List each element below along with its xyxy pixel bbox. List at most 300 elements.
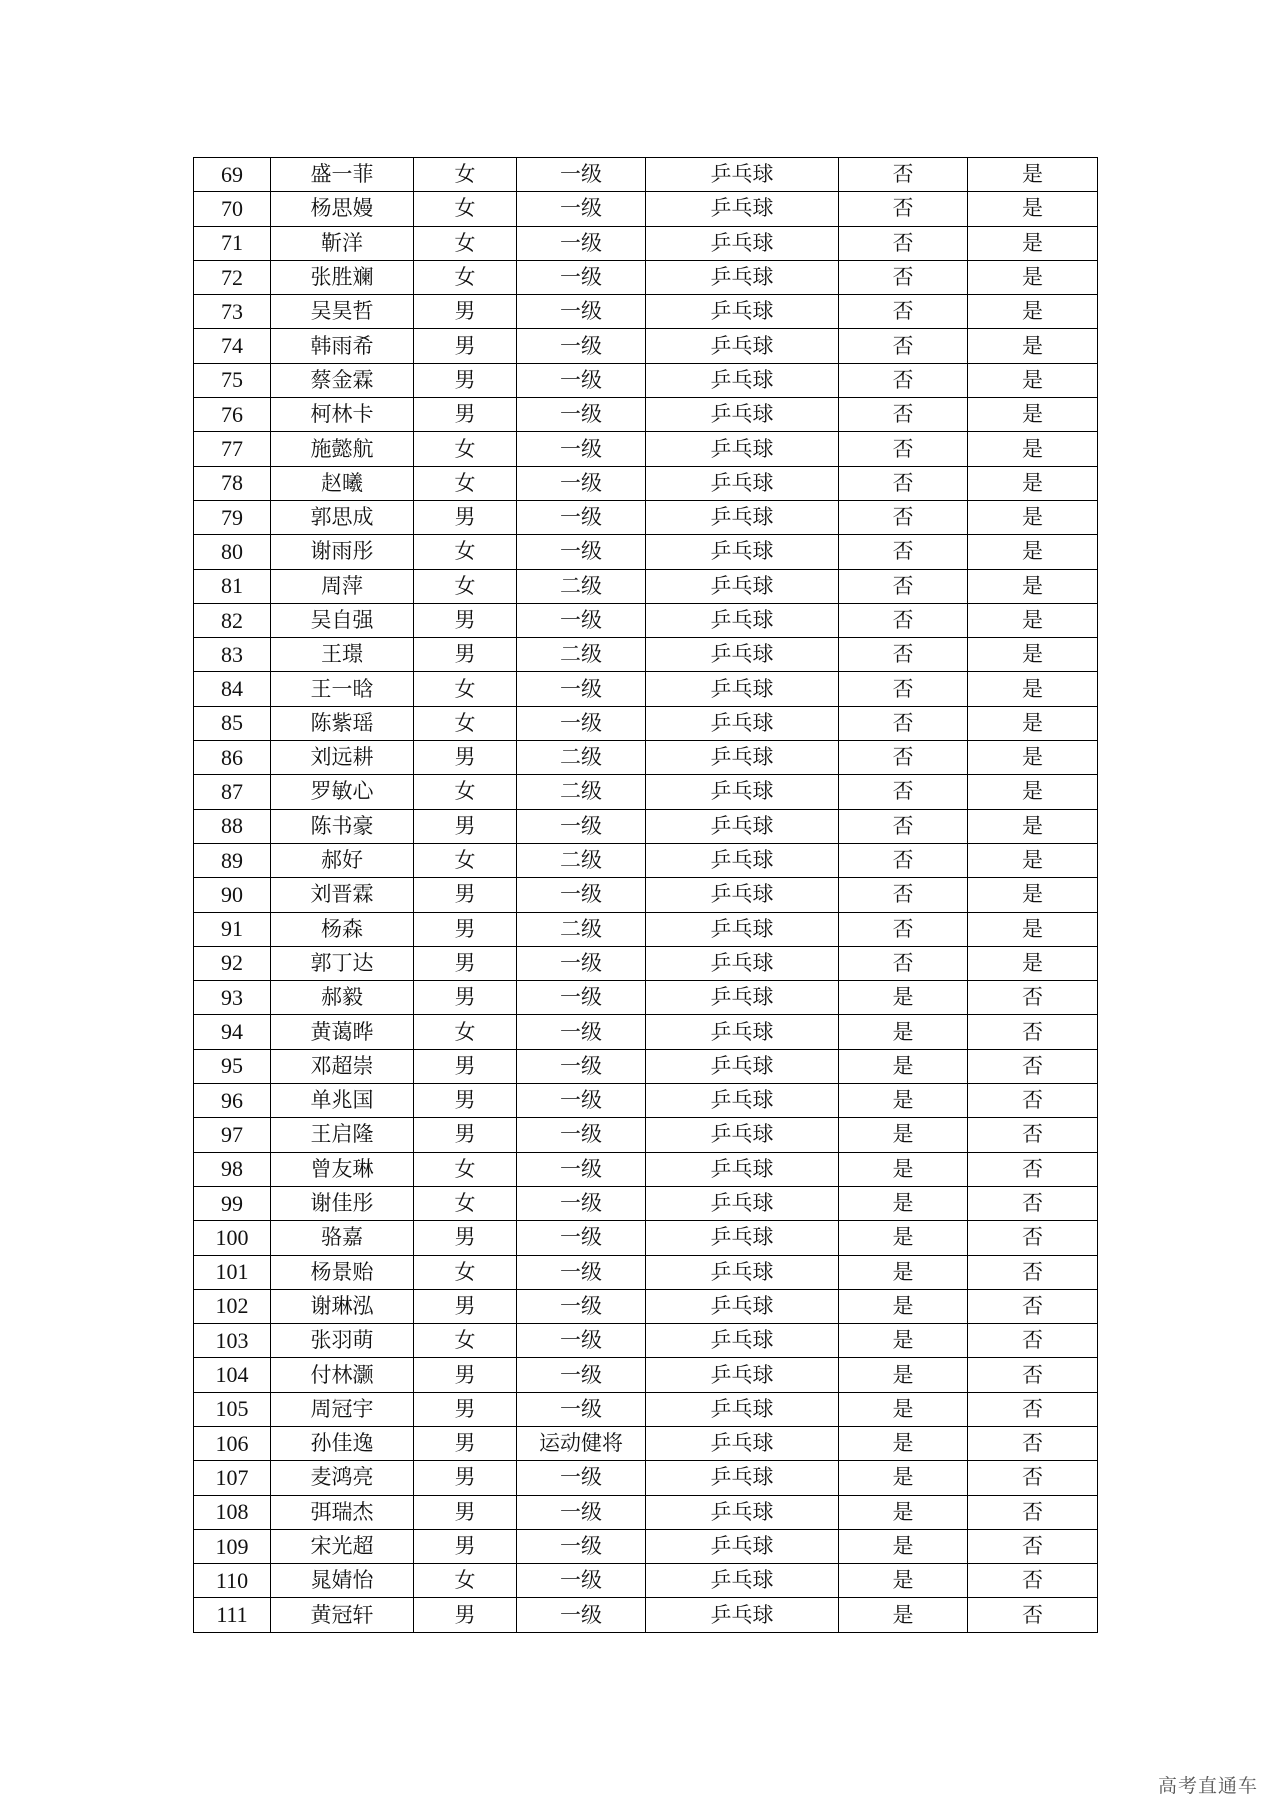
- field-b-cell: 是: [968, 569, 1098, 603]
- field-a-cell: 否: [839, 638, 968, 672]
- athlete-level-cell: 一级: [517, 1529, 646, 1563]
- row-number-cell: 107: [194, 1461, 271, 1495]
- athlete-level-cell: 一级: [517, 1186, 646, 1220]
- field-a-cell: 是: [839, 1564, 968, 1598]
- field-b-cell: 是: [968, 158, 1098, 192]
- student-name-cell: 黄蔼晔: [271, 1015, 414, 1049]
- gender-cell: 男: [414, 295, 517, 329]
- row-number-cell: 111: [194, 1598, 271, 1632]
- field-a-cell: 否: [839, 535, 968, 569]
- table-row: [194, 1598, 1098, 1632]
- athlete-level-cell: 一级: [517, 1598, 646, 1632]
- table-row: [194, 226, 1098, 260]
- student-name-cell: 邓超崇: [271, 1049, 414, 1083]
- sport-cell: 乒乓球: [646, 1255, 839, 1289]
- sport-cell: 乒乓球: [646, 1598, 839, 1632]
- gender-cell: 女: [414, 192, 517, 226]
- gender-cell: 男: [414, 912, 517, 946]
- gender-cell: 女: [414, 775, 517, 809]
- sport-cell: 乒乓球: [646, 912, 839, 946]
- row-number-cell: 78: [194, 466, 271, 500]
- athlete-level-cell: 一级: [517, 878, 646, 912]
- athlete-level-cell: 二级: [517, 569, 646, 603]
- field-b-cell: 是: [968, 741, 1098, 775]
- table-row: [194, 1358, 1098, 1392]
- field-a-cell: 否: [839, 775, 968, 809]
- athlete-level-cell: 一级: [517, 706, 646, 740]
- field-a-cell: 否: [839, 260, 968, 294]
- athlete-level-cell: 一级: [517, 1221, 646, 1255]
- gender-cell: 女: [414, 1324, 517, 1358]
- athlete-list-table: [193, 157, 1098, 1633]
- field-a-cell: 否: [839, 500, 968, 534]
- field-b-cell: 是: [968, 946, 1098, 980]
- field-a-cell: 是: [839, 1324, 968, 1358]
- table-row: [194, 500, 1098, 534]
- athlete-level-cell: 二级: [517, 638, 646, 672]
- sport-cell: 乒乓球: [646, 1495, 839, 1529]
- field-a-cell: 是: [839, 1289, 968, 1323]
- athlete-level-cell: 一级: [517, 1495, 646, 1529]
- gender-cell: 女: [414, 158, 517, 192]
- athlete-level-cell: 一级: [517, 398, 646, 432]
- row-number-cell: 95: [194, 1049, 271, 1083]
- field-b-cell: 是: [968, 500, 1098, 534]
- field-b-cell: 否: [968, 1221, 1098, 1255]
- row-number-cell: 72: [194, 260, 271, 294]
- sport-cell: 乒乓球: [646, 1289, 839, 1323]
- athlete-level-cell: 一级: [517, 809, 646, 843]
- field-b-cell: 否: [968, 1289, 1098, 1323]
- athlete-level-cell: 一级: [517, 1289, 646, 1323]
- gender-cell: 女: [414, 843, 517, 877]
- row-number-cell: 83: [194, 638, 271, 672]
- field-b-cell: 否: [968, 1049, 1098, 1083]
- field-b-cell: 否: [968, 1358, 1098, 1392]
- gender-cell: 男: [414, 1461, 517, 1495]
- gender-cell: 女: [414, 1564, 517, 1598]
- gender-cell: 女: [414, 1186, 517, 1220]
- table-row: [194, 1324, 1098, 1358]
- row-number-cell: 76: [194, 398, 271, 432]
- athlete-level-cell: 二级: [517, 843, 646, 877]
- athlete-level-cell: 一级: [517, 260, 646, 294]
- field-b-cell: 是: [968, 603, 1098, 637]
- sport-cell: 乒乓球: [646, 432, 839, 466]
- student-name-cell: 郭思成: [271, 500, 414, 534]
- athlete-level-cell: 一级: [517, 192, 646, 226]
- row-number-cell: 86: [194, 741, 271, 775]
- field-a-cell: 是: [839, 1015, 968, 1049]
- field-b-cell: 否: [968, 1118, 1098, 1152]
- athlete-level-cell: 一级: [517, 535, 646, 569]
- sport-cell: 乒乓球: [646, 706, 839, 740]
- gender-cell: 男: [414, 1049, 517, 1083]
- field-a-cell: 否: [839, 809, 968, 843]
- row-number-cell: 109: [194, 1529, 271, 1563]
- gender-cell: 男: [414, 1289, 517, 1323]
- row-number-cell: 73: [194, 295, 271, 329]
- row-number-cell: 101: [194, 1255, 271, 1289]
- field-a-cell: 否: [839, 672, 968, 706]
- field-a-cell: 否: [839, 603, 968, 637]
- field-b-cell: 否: [968, 981, 1098, 1015]
- student-name-cell: 孙佳逸: [271, 1426, 414, 1460]
- field-a-cell: 否: [839, 192, 968, 226]
- field-a-cell: 是: [839, 1426, 968, 1460]
- table-row: [194, 1495, 1098, 1529]
- sport-cell: 乒乓球: [646, 1529, 839, 1563]
- sport-cell: 乒乓球: [646, 775, 839, 809]
- field-a-cell: 否: [839, 329, 968, 363]
- table-row: [194, 1529, 1098, 1563]
- field-a-cell: 否: [839, 706, 968, 740]
- athlete-level-cell: 一级: [517, 672, 646, 706]
- row-number-cell: 69: [194, 158, 271, 192]
- row-number-cell: 104: [194, 1358, 271, 1392]
- athlete-level-cell: 一级: [517, 1118, 646, 1152]
- table-row: [194, 1564, 1098, 1598]
- student-name-cell: 罗敏心: [271, 775, 414, 809]
- row-number-cell: 84: [194, 672, 271, 706]
- gender-cell: 男: [414, 638, 517, 672]
- field-a-cell: 是: [839, 1118, 968, 1152]
- field-a-cell: 是: [839, 1049, 968, 1083]
- table-row: [194, 1049, 1098, 1083]
- table-row: [194, 775, 1098, 809]
- field-a-cell: 否: [839, 432, 968, 466]
- table-row: [194, 1461, 1098, 1495]
- student-name-cell: 骆嘉: [271, 1221, 414, 1255]
- sport-cell: 乒乓球: [646, 878, 839, 912]
- student-name-cell: 郭丁达: [271, 946, 414, 980]
- student-name-cell: 郝毅: [271, 981, 414, 1015]
- gender-cell: 男: [414, 1392, 517, 1426]
- row-number-cell: 90: [194, 878, 271, 912]
- field-a-cell: 是: [839, 1358, 968, 1392]
- table-row: [194, 1255, 1098, 1289]
- sport-cell: 乒乓球: [646, 329, 839, 363]
- gender-cell: 男: [414, 329, 517, 363]
- row-number-cell: 92: [194, 946, 271, 980]
- gender-cell: 男: [414, 946, 517, 980]
- student-name-cell: 王璟: [271, 638, 414, 672]
- row-number-cell: 96: [194, 1084, 271, 1118]
- gender-cell: 女: [414, 226, 517, 260]
- sport-cell: 乒乓球: [646, 1426, 839, 1460]
- table-row: [194, 329, 1098, 363]
- sport-cell: 乒乓球: [646, 1564, 839, 1598]
- table-row: [194, 295, 1098, 329]
- table-row: [194, 946, 1098, 980]
- sport-cell: 乒乓球: [646, 500, 839, 534]
- student-name-cell: 陈紫瑶: [271, 706, 414, 740]
- field-a-cell: 是: [839, 1152, 968, 1186]
- student-name-cell: 弭瑞杰: [271, 1495, 414, 1529]
- student-name-cell: 王启隆: [271, 1118, 414, 1152]
- field-b-cell: 否: [968, 1255, 1098, 1289]
- gender-cell: 男: [414, 603, 517, 637]
- student-name-cell: 宋光超: [271, 1529, 414, 1563]
- table-row: [194, 1152, 1098, 1186]
- sport-cell: 乒乓球: [646, 843, 839, 877]
- table-row: [194, 603, 1098, 637]
- athlete-level-cell: 一级: [517, 226, 646, 260]
- table-row: [194, 1015, 1098, 1049]
- field-b-cell: 是: [968, 260, 1098, 294]
- sport-cell: 乒乓球: [646, 569, 839, 603]
- table-row: [194, 535, 1098, 569]
- table-row: [194, 706, 1098, 740]
- row-number-cell: 88: [194, 809, 271, 843]
- student-name-cell: 杨景贻: [271, 1255, 414, 1289]
- sport-cell: 乒乓球: [646, 192, 839, 226]
- gender-cell: 女: [414, 1015, 517, 1049]
- sport-cell: 乒乓球: [646, 1461, 839, 1495]
- gender-cell: 男: [414, 809, 517, 843]
- table-row: [194, 1289, 1098, 1323]
- sport-cell: 乒乓球: [646, 741, 839, 775]
- table-row: [194, 363, 1098, 397]
- athlete-level-cell: 一级: [517, 946, 646, 980]
- row-number-cell: 80: [194, 535, 271, 569]
- sport-cell: 乒乓球: [646, 1324, 839, 1358]
- row-number-cell: 74: [194, 329, 271, 363]
- student-name-cell: 郝好: [271, 843, 414, 877]
- athlete-level-cell: 一级: [517, 500, 646, 534]
- row-number-cell: 102: [194, 1289, 271, 1323]
- table-row: [194, 192, 1098, 226]
- row-number-cell: 108: [194, 1495, 271, 1529]
- athlete-level-cell: 一级: [517, 432, 646, 466]
- athlete-level-cell: 一级: [517, 466, 646, 500]
- watermark-text: 高考直通车: [1157, 1775, 1258, 1797]
- field-a-cell: 是: [839, 1461, 968, 1495]
- field-b-cell: 是: [968, 878, 1098, 912]
- sport-cell: 乒乓球: [646, 226, 839, 260]
- gender-cell: 女: [414, 535, 517, 569]
- row-number-cell: 110: [194, 1564, 271, 1598]
- field-b-cell: 否: [968, 1564, 1098, 1598]
- field-b-cell: 否: [968, 1392, 1098, 1426]
- sport-cell: 乒乓球: [646, 363, 839, 397]
- student-name-cell: 谢琳泓: [271, 1289, 414, 1323]
- athlete-level-cell: 二级: [517, 741, 646, 775]
- field-b-cell: 是: [968, 295, 1098, 329]
- gender-cell: 男: [414, 363, 517, 397]
- sport-cell: 乒乓球: [646, 535, 839, 569]
- field-a-cell: 否: [839, 226, 968, 260]
- gender-cell: 女: [414, 672, 517, 706]
- athlete-level-cell: 一级: [517, 1461, 646, 1495]
- student-name-cell: 靳洋: [271, 226, 414, 260]
- field-a-cell: 否: [839, 466, 968, 500]
- sport-cell: 乒乓球: [646, 295, 839, 329]
- athlete-level-cell: 一级: [517, 1152, 646, 1186]
- student-name-cell: 刘晋霖: [271, 878, 414, 912]
- athlete-level-cell: 一级: [517, 981, 646, 1015]
- table-row: [194, 1221, 1098, 1255]
- field-b-cell: 是: [968, 706, 1098, 740]
- table-row: [194, 432, 1098, 466]
- field-a-cell: 否: [839, 569, 968, 603]
- field-b-cell: 是: [968, 363, 1098, 397]
- row-number-cell: 81: [194, 569, 271, 603]
- table-row: [194, 1186, 1098, 1220]
- table-row: [194, 569, 1098, 603]
- athlete-level-cell: 一级: [517, 1084, 646, 1118]
- gender-cell: 男: [414, 981, 517, 1015]
- sport-cell: 乒乓球: [646, 1358, 839, 1392]
- athlete-level-cell: 一级: [517, 1392, 646, 1426]
- athlete-level-cell: 二级: [517, 775, 646, 809]
- field-b-cell: 否: [968, 1186, 1098, 1220]
- gender-cell: 男: [414, 1118, 517, 1152]
- gender-cell: 女: [414, 569, 517, 603]
- field-a-cell: 是: [839, 1221, 968, 1255]
- student-name-cell: 刘远耕: [271, 741, 414, 775]
- table-row: [194, 1118, 1098, 1152]
- gender-cell: 男: [414, 1358, 517, 1392]
- sport-cell: 乒乓球: [646, 809, 839, 843]
- student-name-cell: 周萍: [271, 569, 414, 603]
- field-b-cell: 否: [968, 1084, 1098, 1118]
- sport-cell: 乒乓球: [646, 603, 839, 637]
- student-name-cell: 曾友琳: [271, 1152, 414, 1186]
- field-a-cell: 是: [839, 1598, 968, 1632]
- row-number-cell: 82: [194, 603, 271, 637]
- gender-cell: 女: [414, 706, 517, 740]
- sport-cell: 乒乓球: [646, 638, 839, 672]
- table-row: [194, 878, 1098, 912]
- student-name-cell: 黄冠轩: [271, 1598, 414, 1632]
- row-number-cell: 89: [194, 843, 271, 877]
- athlete-level-cell: 一级: [517, 1015, 646, 1049]
- student-name-cell: 吴自强: [271, 603, 414, 637]
- student-name-cell: 柯林卡: [271, 398, 414, 432]
- athlete-level-cell: 一级: [517, 1049, 646, 1083]
- field-b-cell: 是: [968, 192, 1098, 226]
- row-number-cell: 91: [194, 912, 271, 946]
- sport-cell: 乒乓球: [646, 158, 839, 192]
- field-a-cell: 否: [839, 843, 968, 877]
- student-name-cell: 麦鸿亮: [271, 1461, 414, 1495]
- field-b-cell: 否: [968, 1324, 1098, 1358]
- gender-cell: 男: [414, 1084, 517, 1118]
- field-a-cell: 否: [839, 912, 968, 946]
- gender-cell: 男: [414, 741, 517, 775]
- field-b-cell: 否: [968, 1015, 1098, 1049]
- field-b-cell: 是: [968, 329, 1098, 363]
- gender-cell: 男: [414, 1221, 517, 1255]
- gender-cell: 男: [414, 878, 517, 912]
- sport-cell: 乒乓球: [646, 398, 839, 432]
- field-b-cell: 是: [968, 843, 1098, 877]
- student-name-cell: 韩雨希: [271, 329, 414, 363]
- field-a-cell: 否: [839, 295, 968, 329]
- sport-cell: 乒乓球: [646, 672, 839, 706]
- student-name-cell: 张胜斓: [271, 260, 414, 294]
- field-a-cell: 是: [839, 1255, 968, 1289]
- student-name-cell: 王一晗: [271, 672, 414, 706]
- field-b-cell: 否: [968, 1529, 1098, 1563]
- row-number-cell: 85: [194, 706, 271, 740]
- gender-cell: 男: [414, 1598, 517, 1632]
- sport-cell: 乒乓球: [646, 1084, 839, 1118]
- table-row: [194, 1426, 1098, 1460]
- student-name-cell: 谢雨彤: [271, 535, 414, 569]
- field-b-cell: 是: [968, 535, 1098, 569]
- athlete-level-cell: 运动健将: [517, 1426, 646, 1460]
- row-number-cell: 105: [194, 1392, 271, 1426]
- row-number-cell: 93: [194, 981, 271, 1015]
- field-b-cell: 否: [968, 1461, 1098, 1495]
- field-a-cell: 否: [839, 158, 968, 192]
- field-b-cell: 是: [968, 398, 1098, 432]
- row-number-cell: 79: [194, 500, 271, 534]
- student-name-cell: 盛一菲: [271, 158, 414, 192]
- field-a-cell: 否: [839, 741, 968, 775]
- sport-cell: 乒乓球: [646, 466, 839, 500]
- field-b-cell: 是: [968, 809, 1098, 843]
- table-row: [194, 843, 1098, 877]
- gender-cell: 女: [414, 432, 517, 466]
- gender-cell: 女: [414, 1152, 517, 1186]
- field-b-cell: 是: [968, 638, 1098, 672]
- row-number-cell: 97: [194, 1118, 271, 1152]
- table-row: [194, 398, 1098, 432]
- gender-cell: 女: [414, 260, 517, 294]
- field-a-cell: 是: [839, 981, 968, 1015]
- sport-cell: 乒乓球: [646, 1221, 839, 1255]
- table-row: [194, 638, 1098, 672]
- student-name-cell: 杨森: [271, 912, 414, 946]
- field-a-cell: 是: [839, 1495, 968, 1529]
- sport-cell: 乒乓球: [646, 1186, 839, 1220]
- row-number-cell: 77: [194, 432, 271, 466]
- sport-cell: 乒乓球: [646, 1152, 839, 1186]
- field-b-cell: 是: [968, 775, 1098, 809]
- athlete-level-cell: 一级: [517, 1564, 646, 1598]
- table-body: [194, 158, 1098, 1633]
- row-number-cell: 99: [194, 1186, 271, 1220]
- row-number-cell: 75: [194, 363, 271, 397]
- gender-cell: 男: [414, 1529, 517, 1563]
- field-a-cell: 否: [839, 946, 968, 980]
- gender-cell: 男: [414, 500, 517, 534]
- student-name-cell: 付林灏: [271, 1358, 414, 1392]
- table-row: [194, 1392, 1098, 1426]
- athlete-level-cell: 一级: [517, 329, 646, 363]
- gender-cell: 男: [414, 398, 517, 432]
- row-number-cell: 94: [194, 1015, 271, 1049]
- table-row: [194, 466, 1098, 500]
- table-row: [194, 981, 1098, 1015]
- field-b-cell: 否: [968, 1426, 1098, 1460]
- athlete-level-cell: 一级: [517, 1324, 646, 1358]
- row-number-cell: 70: [194, 192, 271, 226]
- student-name-cell: 蔡金霖: [271, 363, 414, 397]
- table-row: [194, 912, 1098, 946]
- student-name-cell: 晁婧怡: [271, 1564, 414, 1598]
- field-b-cell: 是: [968, 672, 1098, 706]
- table-row: [194, 260, 1098, 294]
- gender-cell: 男: [414, 1426, 517, 1460]
- row-number-cell: 100: [194, 1221, 271, 1255]
- field-a-cell: 是: [839, 1084, 968, 1118]
- student-name-cell: 周冠宇: [271, 1392, 414, 1426]
- field-a-cell: 是: [839, 1392, 968, 1426]
